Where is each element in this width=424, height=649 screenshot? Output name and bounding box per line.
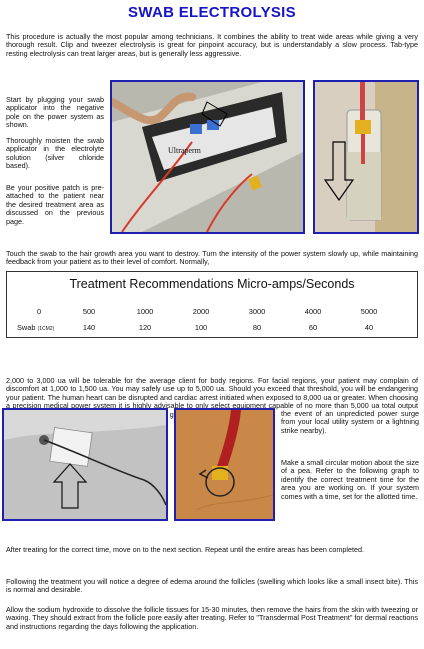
table-header-cell: 2000 [192, 307, 210, 316]
intro-paragraph: This procedure is actually the most popular among technicians. It combines the ability to treat wide areas while giving a very thorough result. Clip and tweezer electrolysis is great for pinpoint accuracy, but is understandably a slow process. Tab-type resting electrolysis can treat larger areas, but is generally less aggressive. [6, 32, 418, 58]
patch-illustration [4, 410, 166, 519]
table-value-cell: 100 [194, 323, 208, 332]
row-label-unit: (1CM2) [37, 326, 55, 332]
table-header-cell: 4000 [304, 307, 322, 316]
table-header-cell: 3000 [248, 307, 266, 316]
plug-paragraph: Start by plugging your swab applicator into the negative pole on the power system as shown. [6, 95, 104, 130]
following-paragraph: Following the treatment you will notice a degree of edema around the follicles (swelling which looks like a small insect bite). This is normal and desirable. [6, 577, 418, 595]
vial-illustration [315, 82, 417, 232]
page-title: SWAB ELECTROLYSIS [128, 4, 296, 21]
range-paragraph: 2,000 to 3,000 ua will be tolerable for the average client for body regions. For facial regions, your patient may complain of discomfort at 1,000 to 1,500 ua. You may safely use up to 5,000 ua. Should you exceed that threshold, you will be endangering your patient. The human heart can be disrupted and cardiac arrest initiated when exposed to 8,000 ua or greater. When choosing a precision medical power system it is highly advisable to only select equipment capable of no more than 5,000 ua total output [6, 376, 418, 411]
table-title: Treatment Recommendations Micro-amps/Seconds [69, 277, 355, 291]
table-row-label [17, 323, 69, 332]
allow-paragraph: Allow the sodium hydroxide to dissolve the follicle tissues for 15-30 minutes, then remove the hairs from the skin with tweezing or waxing. They should extract from the follicle pore easily after treating. Refer to "Transdermal Post Treatment" for dermal reactions and instructions regarding the days following the application. [6, 605, 418, 631]
circle-paragraph: Make a small circular motion about the size of a pea. Refer to the following graph to identify the correct treatment time for the area you are working on. If your system comes with a time, set for the allotted time. [281, 458, 419, 501]
row-label-text: Swab [17, 323, 36, 332]
patch-paragraph: Be your positive patch is pre-attached to the patient near the desired treatment area as discussed on the previous page. [6, 183, 104, 226]
electrolyte-vial-photo [313, 80, 419, 234]
touch-paragraph: Touch the swab to the hair growth area you want to destroy. Turn the intensity of the power system slowly up, while maintaining feedback from your patient as to their level of comfort. Normally, [6, 249, 418, 267]
swab-on-skin-photo [174, 408, 275, 521]
table-value-cell: 120 [138, 323, 152, 332]
power-system-photo [110, 80, 305, 234]
table-value-cell: 80 [252, 323, 262, 332]
treatment-table [6, 271, 418, 338]
power-system-illustration [112, 82, 303, 232]
patient-patch-photo [2, 408, 168, 521]
table-value-cell: 40 [364, 323, 374, 332]
table-value-cell: 140 [82, 323, 96, 332]
table-header-cell: 5000 [360, 307, 378, 316]
table-header-cell: 1000 [136, 307, 154, 316]
moisten-paragraph: Thoroughly moisten the swab applicator in the electrolyte solution (silver chloride based). [6, 136, 104, 171]
table-value-cell: 60 [308, 323, 318, 332]
table-header-cell: 0 [36, 307, 42, 316]
ultraperm-label: Ultraperm [168, 146, 201, 155]
swab-illustration [176, 410, 273, 519]
after-paragraph: After treating for the correct time, move on to the next section. Repeat until the entire areas has been completed. [6, 545, 364, 554]
surge-paragraph: the event of an unpredicted power surge from your local utility system or a lightning strike nearby). [281, 409, 419, 435]
table-header-cell: 500 [82, 307, 96, 316]
